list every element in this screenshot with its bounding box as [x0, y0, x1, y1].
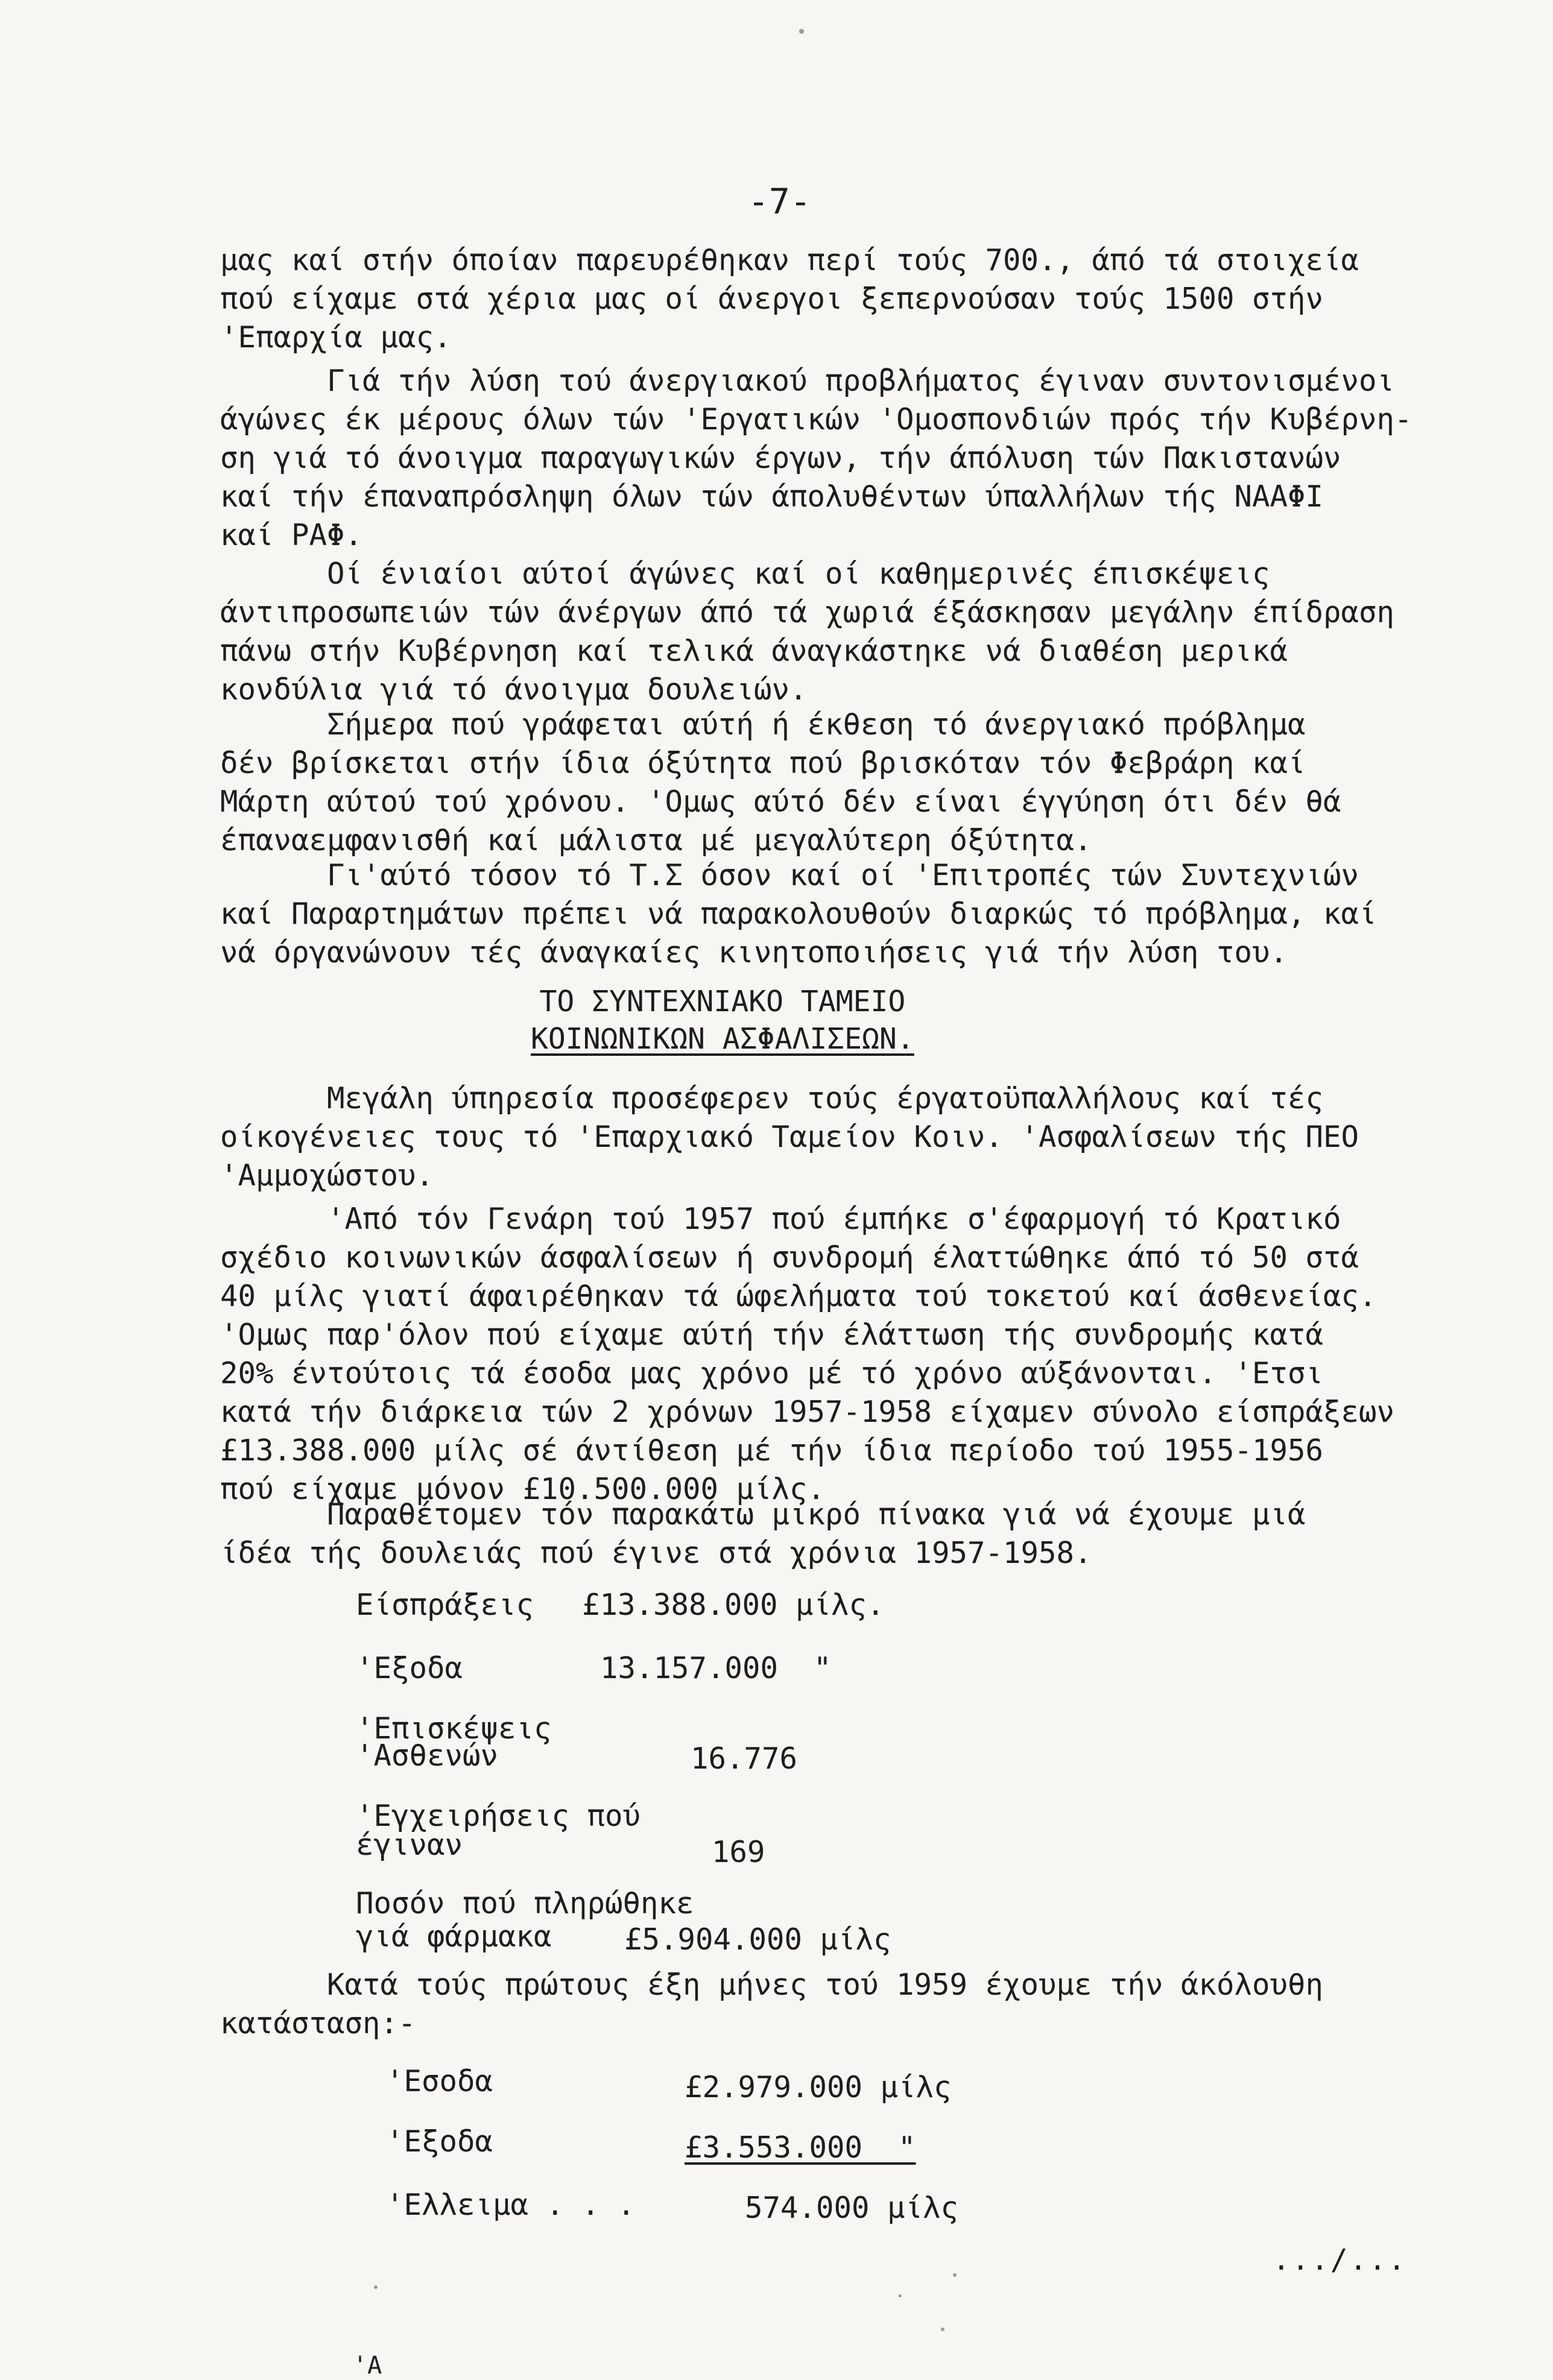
table-row-label: 'Ελλειμα . . .: [386, 2188, 636, 2222]
paragraph-4: [220, 705, 1426, 860]
text-line: σχέδιο κοινωνικών άσφαλίσεων ή συνδρομή έλαττώθηκε άπό τό 50 στά: [220, 1240, 1359, 1275]
text-line: 'Επαρχία μας.: [220, 320, 452, 355]
text-line: δέν βρίσκεται στήν ίδια όξύτητα πού βρισκόταν τόν Φεβράρη καί: [220, 746, 1306, 780]
table-row-label: 'Εσοδα: [386, 2064, 493, 2098]
text-line: κατά τήν διάρκεια τών 2 χρόνων 1957-1958 είχαμεν σύνολο είσπράξεων: [220, 1395, 1395, 1429]
text-line: καί Παραρτημάτων πρέπει νά παρακολουθούν διαρκώς τό πρόβλημα, καί: [220, 897, 1377, 931]
table-row-label: 'Εξοδα: [356, 1651, 463, 1685]
text-line: ίδέα τής δουλειάς πού έγινε στά χρόνια 1957-1958.: [220, 1536, 1092, 1570]
text-line: Παραθέτομεν τόν παρακάτω μικρό πίνακα γιά νά έχουμε μιά: [220, 1497, 1306, 1532]
text-line: καί τήν έπαναπρόσληψη όλων τών άπολυθέντων ύπαλλήλων τής ΝΑΑΦΙ: [220, 479, 1324, 514]
text-line: 20% έντούτοις τά έσοδα μας χρόνο μέ τό χρόνο αύξάνονται. 'Ετσι: [220, 1356, 1324, 1390]
text-line: ση γιά τό άνοιγμα παραγωγικών έργων, τήν άπόλυση τών Πακιστανών: [220, 441, 1341, 475]
scan-speck: [799, 29, 804, 34]
text-line: πού είχαμε στά χέρια μας οί άνεργοι ξεπερνούσαν τούς 1500 στήν: [220, 282, 1324, 316]
text-line: πάνω στήν Κυβέρνηση καί τελικά άναγκάστηκε νά διαθέση μερικά: [220, 634, 1288, 668]
table-row-value: 574.000 μίλς: [745, 2191, 959, 2225]
text-line: άντιπροσωπειών τών άνέργων άπό τά χωριά έξάσκησαν μεγάλην έπίδραση: [220, 595, 1395, 630]
table-row-label: Ποσόν πού πληρώθηκε: [356, 1886, 694, 1921]
table-row-value: £5.904.000 μίλς: [624, 1922, 891, 1957]
text-line: 'Από τόν Γενάρη τού 1957 πού έμπήκε σ'έφαρμογή τό Κρατικό: [220, 1202, 1341, 1236]
text-line: Σήμερα πού γράφεται αύτή ή έκθεση τό άνεργιακό πρόβλημα: [220, 707, 1306, 742]
table-row-label: 'Επισκέψεις: [356, 1711, 552, 1746]
table-row-label: 'Εγχειρήσεις πού: [356, 1799, 641, 1833]
text-line: πού είχαμε μόνον £10.500.000 μίλς.: [220, 1472, 826, 1506]
text-line: άγώνες έκ μέρους όλων τών 'Εργατικών 'Ομοσπονδιών πρός τήν Κυβέρνη-: [220, 402, 1412, 437]
text-line: μας καί στήν όποίαν παρευρέθηκαν περί τούς 700., άπό τά στοιχεία: [220, 243, 1359, 277]
text-line: Οί ένιαίοι αύτοί άγώνες καί οί καθημερινές έπισκέψεις: [220, 557, 1270, 591]
text-line: 'Ομως παρ'όλον πού είχαμε αύτή τήν έλάττωση τής συνδρομής κατά: [220, 1318, 1324, 1352]
heading-line-1: ΤΟ ΣΥΝΤΕΧΝΙΑΚΟ ΤΑΜΕΙΟ: [539, 985, 906, 1018]
text-line: κονδύλια γιά τό άνοιγμα δουλειών.: [220, 672, 808, 707]
paragraph-2: [220, 362, 1426, 555]
paragraph-3: [220, 555, 1426, 709]
continuation-mark: .../...: [1273, 2243, 1408, 2277]
paragraph-1: [220, 241, 1426, 357]
paragraph-6: [220, 1079, 1426, 1195]
table-row-label: 'Ασθενών: [356, 1738, 499, 1773]
table-row-label: γιά φάρμακα: [356, 1919, 552, 1954]
section-heading: [531, 983, 914, 1058]
table-row-value: 169: [712, 1835, 765, 1869]
text-line: έπαναεμφανισθή καί μάλιστα μέ μεγαλύτερη όξύτητα.: [220, 823, 1092, 857]
scan-speck: [953, 2273, 957, 2277]
paragraph-5: [220, 856, 1426, 972]
table-row-value: 13.157.000 ": [600, 1651, 832, 1685]
text-line: £13.388.000 μίλς σέ άντίθεση μέ τήν ίδια περίοδο τού 1955-1956: [220, 1433, 1324, 1468]
table-row-label: Είσπράξεις: [356, 1588, 534, 1622]
scan-speck: [374, 2285, 378, 2289]
table-row-label: 'Εξοδα: [386, 2124, 493, 2159]
text-line: Γιά τήν λύση τού άνεργιακού προβλήματος έγιναν συντονισμένοι: [220, 364, 1395, 398]
page-number: -7-: [748, 181, 811, 222]
text-line: 40 μίλς γιατί άφαιρέθηκαν τά ώφελήματα τού τοκετού καί άσθενείας.: [220, 1279, 1377, 1313]
text-line: Μάρτη αύτού τού χρόνου. 'Ομως αύτό δέν είναι έγγύηση ότι δέν θά: [220, 784, 1341, 819]
text-line: Κατά τούς πρώτους έξη μήνες τού 1959 έχουμε τήν άκόλουθη: [220, 1968, 1324, 2002]
table-row-value: £3.553.000 ": [685, 2130, 916, 2165]
paragraph-7: [220, 1200, 1426, 1509]
table-row-value: 16.776: [691, 1741, 798, 1776]
text-line: νά όργανώνουν τές άναγκαίες κινητοποιήσεις γιά τήν λύση του.: [220, 935, 1288, 970]
footer-fragment: 'A: [353, 2352, 382, 2379]
scan-speck: [941, 2328, 944, 2331]
table-row-label: έγιναν: [356, 1828, 463, 1862]
text-line: οίκογένειες τους τό 'Επαρχιακό Ταμείον Κοιν. 'Ασφαλίσεων τής ΠΕΟ: [220, 1120, 1359, 1154]
text-line: Μεγάλη ύπηρεσία προσέφερεν τούς έργατοϋπαλλήλους καί τές: [220, 1081, 1324, 1116]
text-line: Γι'αύτό τόσον τό Τ.Σ όσον καί οί 'Επιτροπές τών Συντεχνιών: [220, 858, 1359, 892]
paragraph-8: [220, 1495, 1426, 1573]
scan-speck: [899, 2294, 902, 2297]
table-row-value: £2.979.000 μίλς: [685, 2070, 952, 2104]
text-line: 'Αμμοχώστου.: [220, 1158, 434, 1193]
table-row-value: £13.388.000 μίλς.: [582, 1588, 885, 1622]
heading-line-2: ΚΟΙΝΩΝΙΚΩΝ ΑΣΦΑΛΙΣΕΩΝ.: [531, 1022, 914, 1056]
text-line: κατάσταση:-: [220, 2006, 416, 2041]
paragraph-9: [220, 1966, 1426, 2043]
text-line: καί ΡΑΦ.: [220, 518, 363, 552]
